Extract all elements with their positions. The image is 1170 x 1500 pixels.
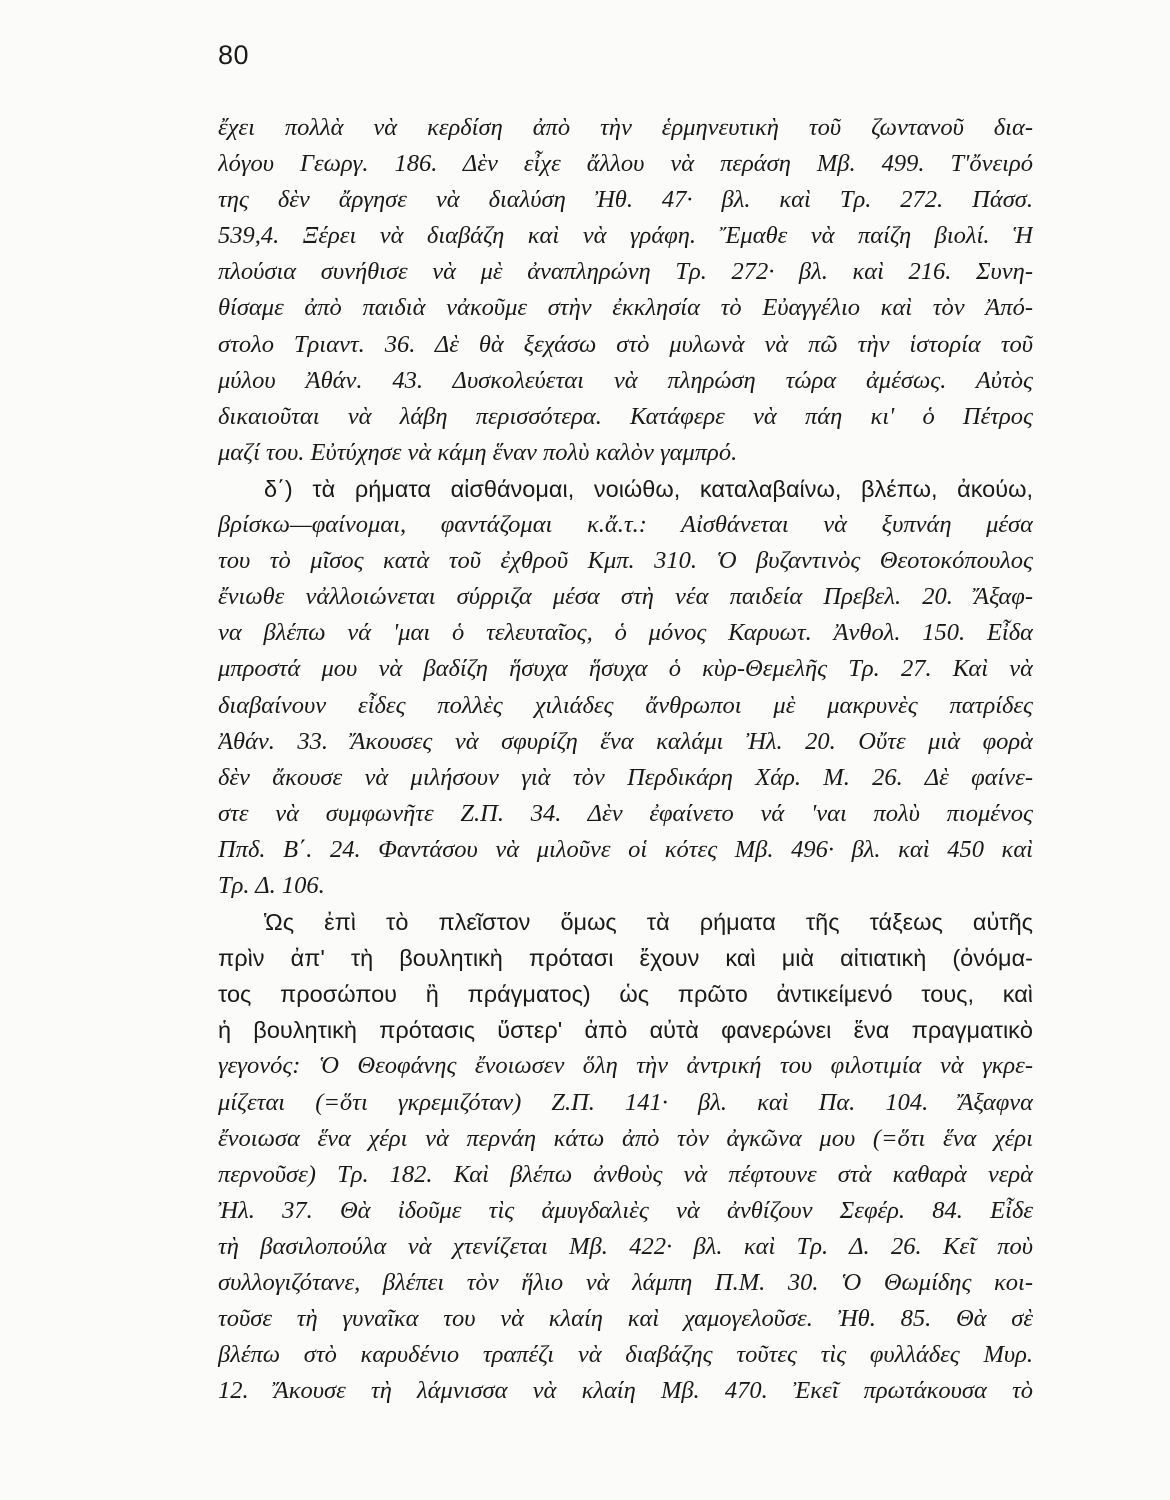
text-line: τὴ βασιλοπούλα νὰ χτενίζεται Μβ. 422· βλ. καὶ Τρ. Δ. 26. Κεῖ ποὺ (218, 1232, 1033, 1260)
text-line: να βλέπω νά 'μαι ὁ τελευταῖος, ὁ μόνος Καρυωτ. Ἀνθολ. 150. Εἶδα (218, 619, 1033, 647)
text-line: Ἀθάν. 33. Ἄκουσες νὰ σφυρίζη ἕνα καλάμι Ἠλ. 20. Οὔτε μιὰ φορὰ (218, 727, 1033, 755)
text-line: τος προσώπου ἢ πράγματος) ὡς πρῶτο ἀντικείμενό τους, καὶ (218, 981, 1033, 1008)
text-line: πρὶν ἀπ' τὴ βουλητικὴ πρότασι ἔχουν καὶ μιὰ αἰτιατικὴ (ὀνόμα- (218, 945, 1033, 972)
text-line: βρίσκω—φαίνομαι, φαντάζομαι κ.ἄ.τ.: Αἰσθάνεται νὰ ξυπνάη μέσα (218, 511, 1033, 539)
text-line: ἡ βουλητικὴ πρότασις ὕστερ' ἀπὸ αὐτὰ φανερώνει ἕνα πραγματικὸ (218, 1017, 1033, 1044)
text-line: Ὡς ἐπὶ τὸ πλεῖστον ὅμως τὰ ρήματα τῆς τάξεως αὐτῆς (264, 909, 1033, 936)
text-line: μαζί του. Εὐτύχησε νὰ κάμη ἕναν πολὺ καλὸν γαμπρό. (218, 438, 738, 466)
text-line: Τρ. Δ. 106. (218, 871, 325, 899)
text-line: βλέπω στὸ καρυδένιο τραπέζι νὰ διαβάζης τοῦτες τὶς φυλλάδες Μυρ. (218, 1341, 1033, 1369)
text-line: μπροστά μου νὰ βαδίζη ἥσυχα ἥσυχα ὁ κὺρ-Θεμελῆς Τρ. 27. Καὶ νὰ (218, 655, 1033, 683)
text-line: διαβαίνουν εἶδες πολλὲς χιλιάδες ἄνθρωποι μὲ μακρυνὲς πατρίδες (218, 691, 1033, 719)
text-line: πλούσια συνήθισε νὰ μὲ ἀναπληρώνη Τρ. 272· βλ. καὶ 216. Συνη- (218, 258, 1033, 286)
text-line: Ἠλ. 37. Θὰ ἰδοῦμε τὶς ἀμυγδαλιὲς νὰ ἀνθίζουν Σεφέρ. 84. Εἶδε (218, 1196, 1033, 1224)
text-line: δὲν ἄκουσε νὰ μιλήσουν γιὰ τὸν Περδικάρη Χάρ. Μ. 26. Δὲ φαίνε- (218, 763, 1033, 791)
page-number: 80 (218, 40, 250, 70)
text-line: τοῦσε τὴ γυναῖκα του νὰ κλαίη καὶ χαμογελοῦσε. Ἠθ. 85. Θὰ σὲ (218, 1305, 1033, 1333)
text-line: μίζεται (=ὅτι γκρεμιζόταν) Ζ.Π. 141· βλ. καὶ Πα. 104. Ἄξαφνα (218, 1088, 1033, 1116)
text-line: της δὲν ἄργησε νὰ διαλύση Ἠθ. 47· βλ. καὶ Τρ. 272. Πάσσ. (218, 186, 1033, 214)
body-text (218, 110, 1033, 1409)
text-line: γεγονός: Ὁ Θεοφάνης ἔνοιωσεν ὅλη τὴν ἀντρική του φιλοτιμία νὰ γκρε- (218, 1052, 1033, 1080)
text-line: περνοῦσε) Τρ. 182. Καὶ βλέπω ἀνθοὺς νὰ πέφτουνε στὰ καθαρὰ νερὰ (218, 1160, 1033, 1188)
text-line: μύλου Ἀθάν. 43. Δυσκολεύεται νὰ πληρώση τώρα ἀμέσως. Αὐτὸς (218, 366, 1033, 394)
text-line: 539,4. Ξέρει νὰ διαβάζη καὶ νὰ γράφη. Ἔμαθε νὰ παίζη βιολί. Ἡ (218, 222, 1033, 250)
text-line: ἔχει πολλὰ νὰ κερδίση ἀπὸ τὴν ἑρμηνευτικὴ τοῦ ζωντανοῦ δια- (218, 114, 1033, 141)
text-line: ἔνοιωσα ἕνα χέρι νὰ περνάη κάτω ἀπὸ τὸν ἀγκῶνα μου (=ὅτι ἕνα χέρι (218, 1124, 1033, 1152)
text-line: Ππδ. Β΄. 24. Φαντάσου νὰ μιλοῦνε οἱ κότες Μβ. 496· βλ. καὶ 450 καὶ (218, 835, 1033, 863)
text-line: του τὸ μῖσος κατὰ τοῦ ἐχθροῦ Κμπ. 310. Ὁ βυζαντινὸς Θεοτοκόπουλος (218, 547, 1033, 575)
text-line: 12. Ἄκουσε τὴ λάμνισσα νὰ κλαίη Μβ. 470. Ἐκεῖ πρωτάκουσα τὸ (218, 1377, 1033, 1405)
text-line: δικαιοῦται νὰ λάβη περισσότερα. Κατάφερε νὰ πάη κι' ὁ Πέτρος (218, 402, 1033, 430)
text-line: θίσαμε ἀπὸ παιδιὰ νἀκοῦμε στὴν ἐκκλησία τὸ Εὐαγγέλιο καὶ τὸν Ἀπό- (218, 294, 1033, 322)
text-line: δ΄) τὰ ρήματα αἰσθάνομαι, νοιώθω, καταλαβαίνω, βλέπω, ἀκούω, (264, 475, 1033, 502)
text-line: στε νὰ συμφωνῆτε Ζ.Π. 34. Δὲν ἐφαίνετο νά 'ναι πολὺ πιομένος (218, 799, 1033, 827)
text-line: ἔνιωθε νἀλλοιώνεται σύρριζα μέσα στὴ νέα παιδεία Πρεβελ. 20. Ἄξαφ- (218, 583, 1033, 611)
text-line: λόγου Γεωργ. 186. Δὲν εἶχε ἄλλου νὰ περάση Μβ. 499. Τ'ὄνειρό (218, 150, 1033, 178)
text-line: στολο Τριαντ. 36. Δὲ θὰ ξεχάσω στὸ μυλωνὰ νὰ πῶ τὴν ἱστορία τοῦ (218, 330, 1033, 358)
text-line: συλλογιζότανε, βλέπει τὸν ἥλιο νὰ λάμπη Π.Μ. 30. Ὁ Θωμίδης κοι- (218, 1269, 1033, 1296)
